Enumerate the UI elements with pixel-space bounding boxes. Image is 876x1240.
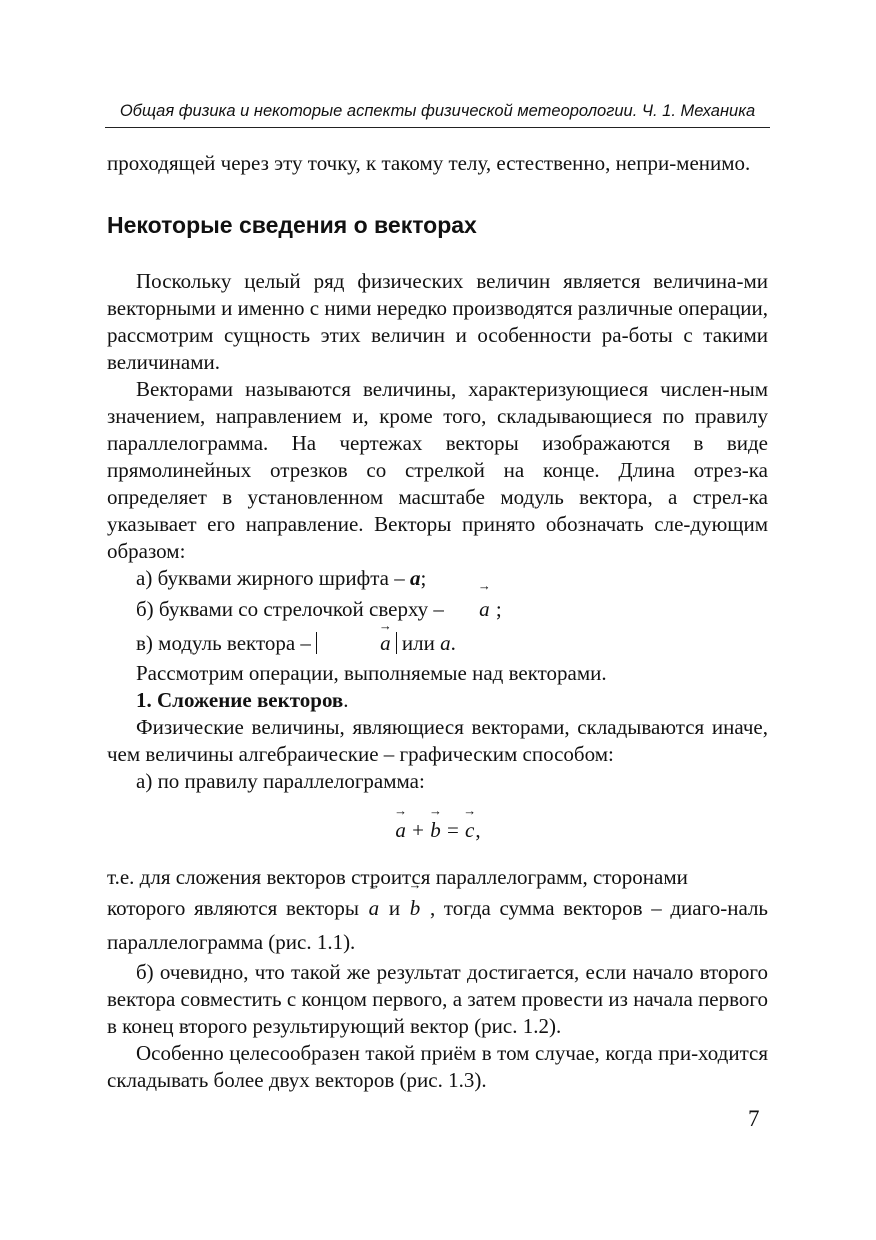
list-a-suffix: ; xyxy=(420,566,427,590)
formula-vec-c: → c xyxy=(464,817,475,844)
page-number: 7 xyxy=(748,1106,760,1131)
formula-plus: + xyxy=(406,818,430,842)
paragraph-4: Физические величины, являющиеся векторами, складываются иначе, чем величины алгебраические – графическим способом: xyxy=(107,715,768,766)
section-title: Некоторые сведения о векторах xyxy=(107,212,477,238)
page-body xyxy=(107,150,768,1094)
list-b-suffix: ; xyxy=(495,597,502,621)
formula-vec-b: → b xyxy=(429,817,442,844)
list-c-or: или xyxy=(401,631,435,655)
list-c-end: . xyxy=(450,631,456,655)
scalar-symbol: a xyxy=(440,631,451,655)
running-header: Общая физика и некоторые аспекты физической метеорологии. Ч. 1. Механика xyxy=(105,102,770,128)
list-item-c xyxy=(107,626,768,660)
bold-vector-symbol: a xyxy=(409,566,421,590)
p6-vec-b: → b xyxy=(409,891,422,925)
p6-and: и xyxy=(388,896,401,920)
p6-vec-a: → a xyxy=(368,891,381,925)
vector-modulus xyxy=(316,632,397,654)
p6-post: , тогда сумма векторов – диаго-наль параллелограмма (рис. 1.1). xyxy=(107,896,769,954)
list-item-b xyxy=(107,592,768,626)
formula-comma: , xyxy=(475,818,481,842)
paragraph-1: Поскольку целый ряд физических величин является величина-ми векторными и именно с ними нередко производятся различные операции, рассмотрим сущность этих величин и особенности ра-боты с такими величинами. xyxy=(107,269,768,374)
list-a-prefix: а) буквами жирного шрифта – xyxy=(136,566,405,590)
list-item-a xyxy=(107,565,768,592)
formula-vec-a: → a xyxy=(394,817,407,844)
list-c-prefix: в) модуль вектора – xyxy=(136,631,311,655)
list-b-prefix: б) буквами со стрелочкой сверху – xyxy=(136,597,444,621)
paragraph-6 xyxy=(107,891,768,959)
paragraph-2: Векторами называются величины, характеризующиеся числен-ным значением, направлением и, кроме того, складывающиеся по правилу параллелограмма. На чертежах векторы изображаются в виде прямолинейных отрезков со стрелкой на конце. Длина отрез-ка определяет в установленном масштабе модуль вектора, а стрел-ка указывает его направление. Векторы принято обозначать сле-дующим образом: xyxy=(107,377,768,563)
paragraph-7: б) очевидно, что такой же результат достигается, если начало второго вектора совместить с концом первого, а затем провести из начала первого в конец второго результирующий вектор (рис. 1.2). xyxy=(107,960,768,1038)
subsection-title: 1. Сложение векторов xyxy=(136,688,344,712)
p6-pre: которого являются векторы xyxy=(107,896,359,920)
modulus-vector-symbol: → a xyxy=(350,632,392,654)
intro-paragraph: проходящей через эту точку, к такому телу, естественно, непри-менимо. xyxy=(107,151,751,175)
vector-sum-formula xyxy=(107,817,768,844)
subsection-heading xyxy=(107,687,768,714)
formula-equals: = xyxy=(441,818,465,842)
paragraph-6-line1: т.е. для сложения векторов строится параллелограмм, сторонами xyxy=(107,865,688,889)
subsection-dot: . xyxy=(343,688,349,712)
paragraph-8: Особенно целесообразен такой приём в том случае, когда при-ходится складывать более двух векторов (рис. 1.3). xyxy=(107,1041,768,1092)
arrow-vector-symbol: → a xyxy=(449,592,491,626)
paragraph-3: Рассмотрим операции, выполняемые над векторами. xyxy=(136,661,607,685)
paragraph-5: а) по правилу параллелограмма: xyxy=(136,769,425,793)
